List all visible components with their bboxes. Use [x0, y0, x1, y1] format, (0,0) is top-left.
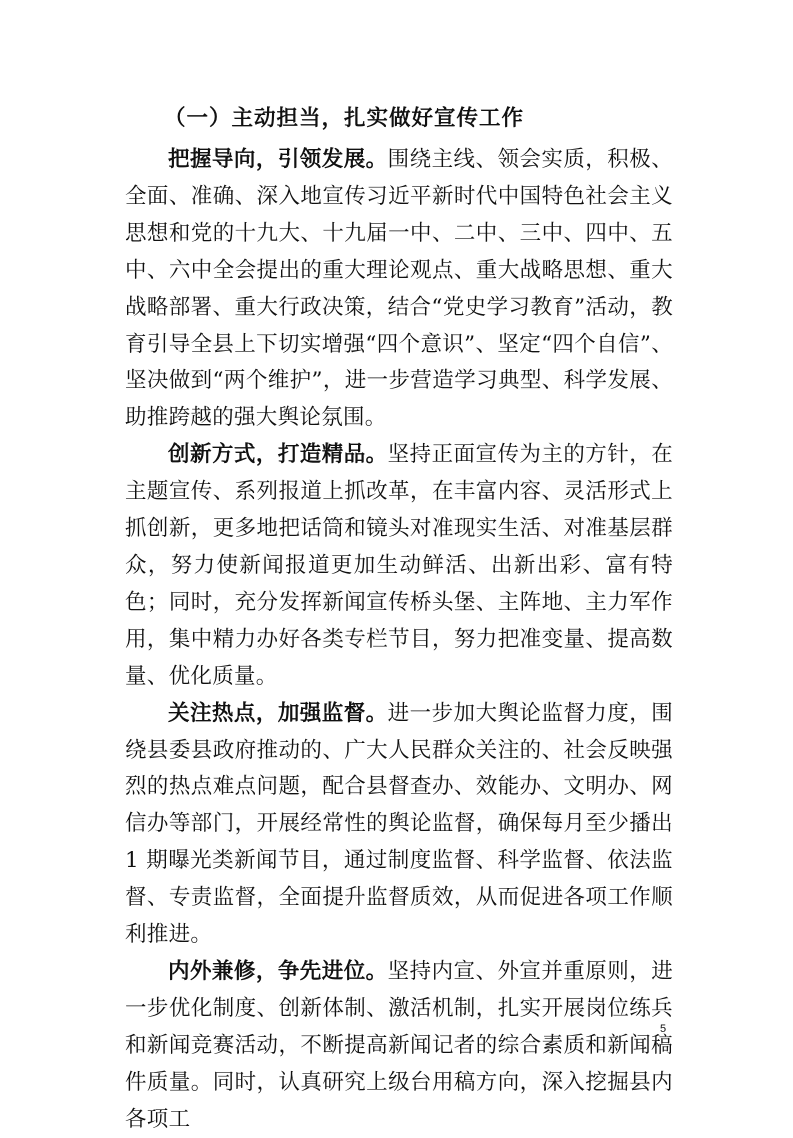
- paragraph-innovation: [125, 437, 673, 695]
- paragraph-supervision: [125, 696, 673, 954]
- paragraph-lead: 创新方式，打造精品。: [168, 442, 388, 468]
- paragraph-text: 坚持正面宣传为主的方针，在主题宣传、系列报道上抓改革，在丰富内容、灵活形式上抓创新，更多地把话筒和镜头对准现实生活、对准基层群众，努力使新闻报道更加生动鲜活、出新出彩、富有特色；同时，充分发挥新闻宣传桥头堡、主阵地、主力军作用，集中精力办好各类专栏节目，努力把准变量、提高数量、优化质量。: [125, 442, 673, 689]
- paragraph-text: 围绕主线、领会实质，积极、全面、准确、深入地宣传习近平新时代中国特色社会主义思想和党的十九大、十九届一中、二中、三中、四中、五中、六中全会提出的重大理论观点、重大战略思想、重大战略部署、重大行政决策，结合“党史学习教育”活动，教育引导全县上下切实增强“四个意识”、坚定“四个自信”、坚决做到“两个维护”，进一步营造学习典型、科学发展、助推跨越的强大舆论氛围。: [125, 147, 673, 431]
- paragraph-text: 坚持内宣、外宣并重原则，进一步优化制度、创新体制、激活机制，扎实开展岗位练兵和新闻竞赛活动，不断提高新闻记者的综合素质和新闻稿件质量。同时，认真研究上级台用稿方向，深入挖掘县内各项工: [125, 958, 673, 1132]
- document-body: [125, 142, 673, 1138]
- paragraph-lead: 关注热点，加强监督。: [168, 700, 388, 726]
- paragraph-lead: 把握导向，引领发展。: [168, 147, 388, 172]
- paragraph-lead: 内外兼修，争先进位。: [168, 958, 388, 984]
- paragraph-guidance: [125, 142, 673, 437]
- section-heading: （一）主动担当，扎实做好宣传工作: [164, 106, 525, 131]
- paragraph-internal-external: [125, 954, 673, 1138]
- page-number: 5: [660, 1023, 667, 1035]
- paragraph-text: 进一步加大舆论监督力度，围绕县委县政府推动的、广大人民群众关注的、社会反映强烈的热点难点问题，配合县督查办、效能办、文明办、网信办等部门，开展经常性的舆论监督，确保每月至少播出 1 期曝光类新闻节目，通过制度监督、科学监督、依法监督、专责监督，全面提升监督质效，从而促进各项工作顺利推进。: [125, 700, 673, 948]
